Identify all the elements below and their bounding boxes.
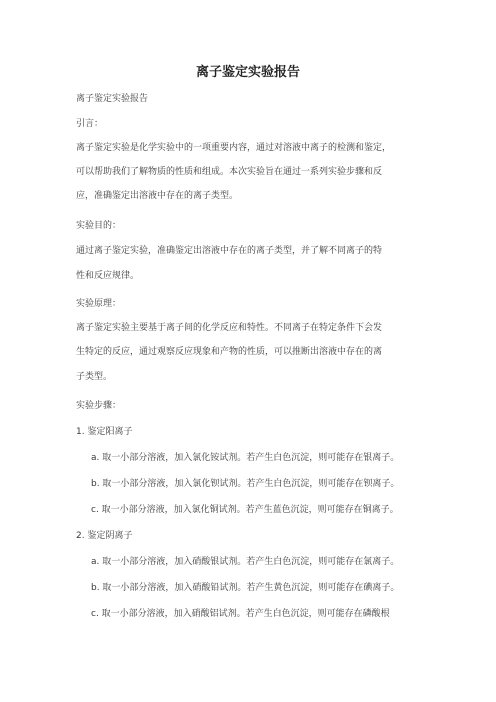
- intro-line: 离子鉴定实验是化学实验中的一项重要内容，通过对溶液中离子的检测和鉴定，: [76, 143, 392, 153]
- principle-line: 子类型。: [76, 372, 113, 382]
- step1-label: 1. 鉴定阳离子: [76, 427, 133, 437]
- step2-item: b. 取一小部分溶液，加入硝酸铅试剂。若产生黄色沉淀，则可能存在碘离子。: [91, 583, 400, 593]
- document-subtitle: 离子鉴定实验报告: [76, 94, 149, 104]
- step1-item: a. 取一小部分溶液，加入氯化铵试剂。若产生白色沉淀，则可能存在银离子。: [91, 453, 400, 463]
- intro-line: 可以帮助我们了解物质的性质和组成。本次实验旨在通过一系列实验步骤和反: [76, 167, 383, 177]
- principle-heading: 实验原理：: [76, 299, 122, 309]
- purpose-line: 通过离子鉴定实验，准确鉴定出溶液中存在的离子类型，并了解不同离子的特: [76, 246, 383, 256]
- purpose-heading: 实验目的：: [76, 221, 122, 231]
- principle-line: 生特定的反应，通过观察反应现象和产物的性质，可以推断出溶液中存在的离: [76, 347, 383, 357]
- step1-item: c. 取一小部分溶液，加入氯化铜试剂。若产生蓝色沉淀，则可能存在铜离子。: [91, 505, 399, 515]
- step2-item: a. 取一小部分溶液，加入硝酸银试剂。若产生白色沉淀，则可能存在氯离子。: [91, 557, 400, 567]
- step1-item: b. 取一小部分溶液，加入氯化钡试剂。若产生白色沉淀，则可能存在钡离子。: [91, 479, 400, 489]
- intro-heading: 引言：: [76, 119, 104, 129]
- step2-item: c. 取一小部分溶液，加入硝酸铝试剂。若产生白色沉淀，则可能存在磷酸根: [91, 609, 390, 619]
- step2-label: 2. 鉴定阴离子: [76, 531, 133, 541]
- intro-line: 应，准确鉴定出溶液中存在的离子类型。: [76, 191, 239, 201]
- document-title: 离子鉴定实验报告: [195, 65, 300, 80]
- principle-line: 离子鉴定实验主要基于离子间的化学反应和特性。不同离子在特定条件下会发: [76, 323, 383, 333]
- purpose-line: 性和反应规律。: [76, 271, 140, 281]
- steps-heading: 实验步骤：: [76, 401, 122, 411]
